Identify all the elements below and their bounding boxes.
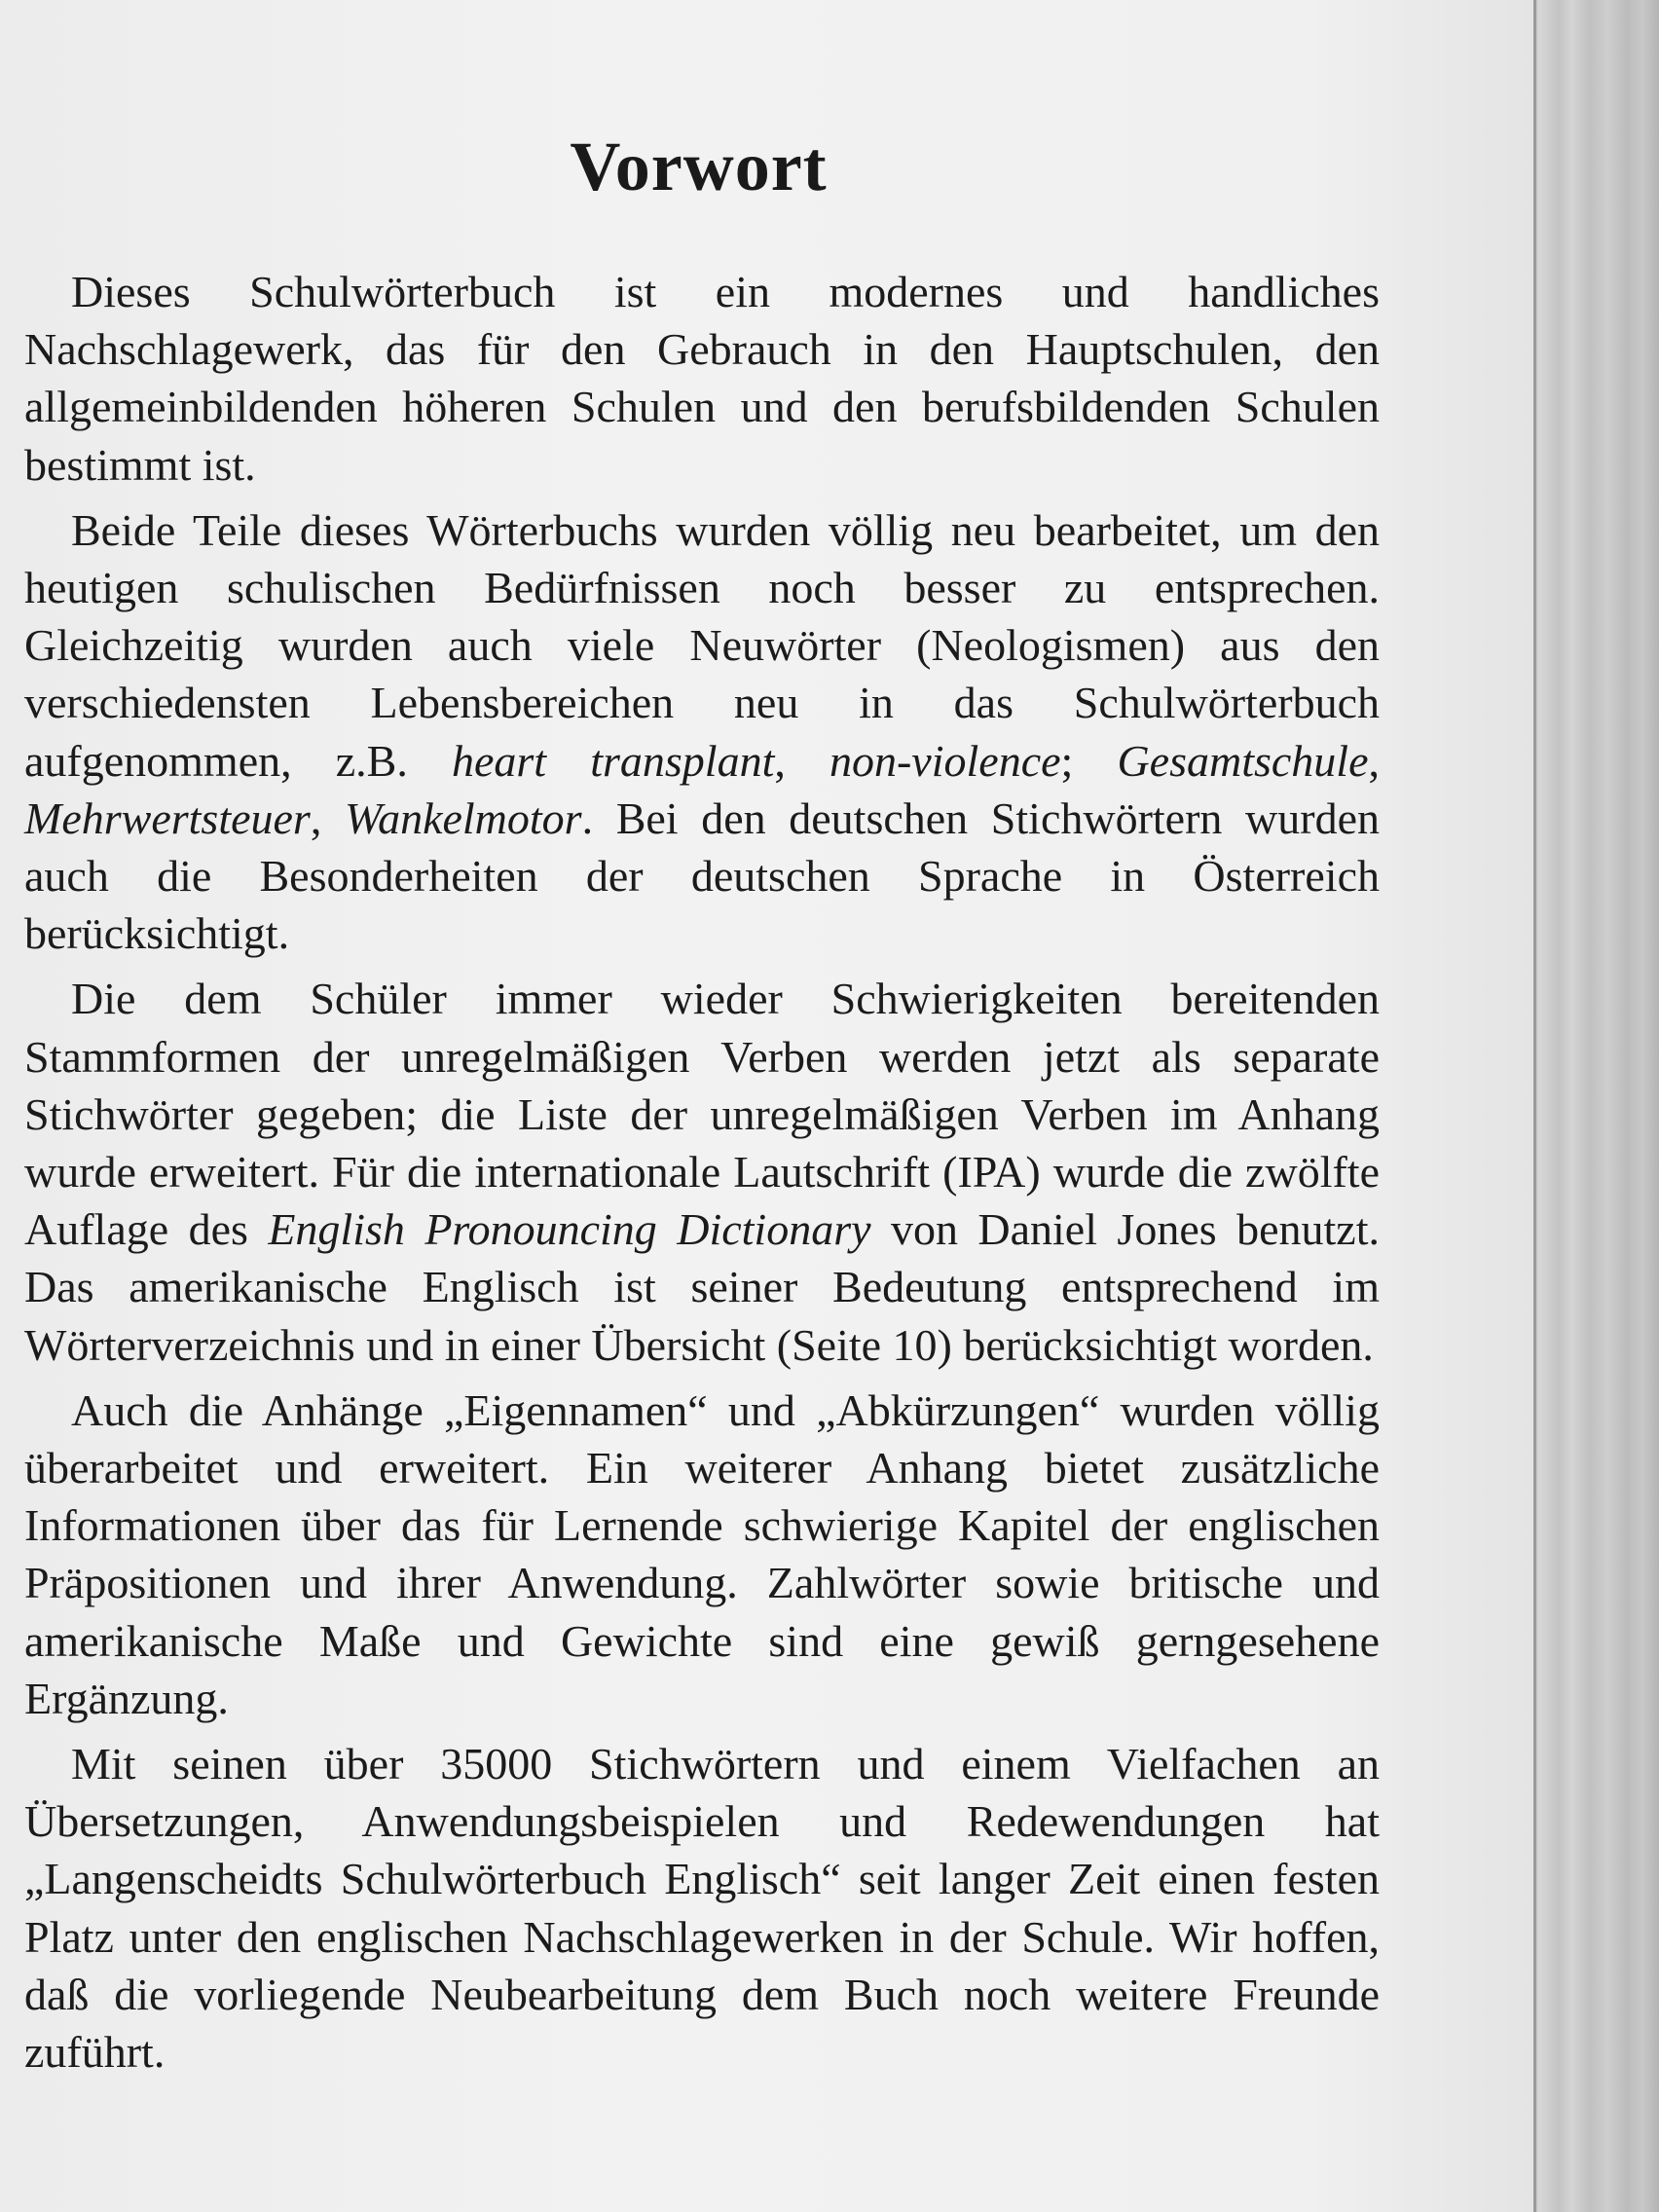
example-term: Wankelmotor (344, 793, 582, 843)
page-edge (1533, 0, 1659, 2212)
example-term: Mehrwertsteuer (24, 793, 311, 843)
paragraph-2 (24, 501, 1380, 963)
paragraph-3 (24, 970, 1380, 1373)
paragraph-4: Auch die Anhänge „Eigennamen“ und „Abkürzungen“ wurden völlig überarbeitet und erweitert. Ein weiterer Anhang bietet zusätzliche Informationen über das für Lernende schwierige Kapitel der englischen Präpositionen und ihrer Anwendung. Zahlwörter sowie britische und amerikanische Maße und Gewichte sind eine gewiß gerngesehene Ergänzung. (24, 1384, 1380, 1723)
text-run: Die dem Schüler immer wieder Schwierigkeiten bereitenden Stammformen der unregelmäßigen Verben werden jetzt als separate Stichwörter gegeben; die Liste der unregelmäßigen Verben im Anhang wurde erweitert. Für die internationale Lautschrift (IPA) wurde die zwölfte Auflage des (24, 974, 1380, 1255)
example-term: non-violence (829, 735, 1061, 786)
paragraph-5: Mit seinen über 35000 Stichwörtern und einem Vielfachen an Übersetzungen, Anwendungsbeispielen und Redewendungen hat „Langenscheidts Schulwörterbuch Englisch“ seit langer Zeit einen festen Platz unter den englischen Nachschlagewerken in der Schule. Wir hoffen, daß die vorliegende Neubearbeitung dem Buch noch weitere Freunde zuführt. (24, 1739, 1380, 2078)
example-term: heart transplant (451, 735, 775, 786)
separator: , (774, 735, 830, 786)
text-run: von Daniel Jones benutzt. Das amerikanische Englisch ist seiner Bedeutung entsprechend im Wörterverzeichnis und in einer Übersicht (Seite 10) berücksichtigt worden. (24, 1204, 1380, 1370)
book-title: English Pronouncing Dictionary (268, 1204, 871, 1255)
text-run: . Bei den deutschen Stichwörtern wurden auch die Besonderheiten der deutschen Sprache in Österreich berücksichtigt. (24, 793, 1380, 959)
page-title: Vorwort (570, 128, 828, 205)
separator: ; (1060, 735, 1118, 786)
example-term: Gesamtschule (1117, 735, 1369, 786)
separator: , (310, 793, 345, 843)
preface-text (24, 263, 1380, 2081)
paragraph-1: Dieses Schulwörterbuch ist ein modernes und handliches Nachschlagewerk, das für den Gebrauch in den Hauptschulen, den allgemeinbildenden höheren Schulen und den berufsbildenden Schulen bestimmt ist. (24, 267, 1380, 490)
separator: , (1368, 735, 1380, 786)
text-run: Beide Teile dieses Wörterbuchs wurden völlig neu bearbeitet, um den heutigen schulischen Bedürfnissen noch besser zu entsprechen. Gleichzeitig wurden auch viele Neuwörter (Neologismen) aus den verschiedensten Lebensbereichen neu in das Schulwörterbuch aufgenommen, z.B. (24, 504, 1380, 786)
